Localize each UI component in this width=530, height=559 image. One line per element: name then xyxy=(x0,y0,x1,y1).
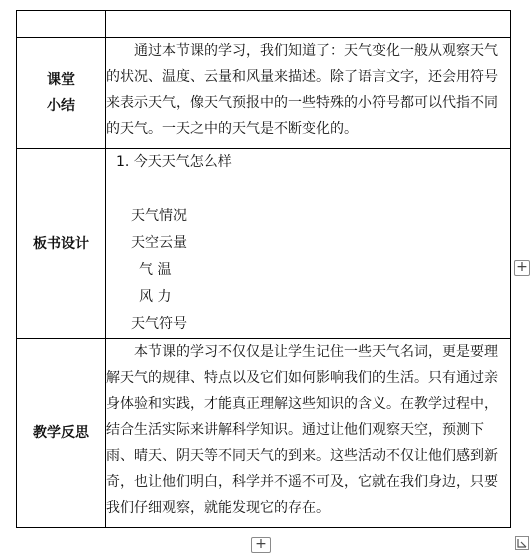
table-row-top xyxy=(17,11,511,38)
lesson-plan-table xyxy=(16,10,511,528)
summary-label-line-2: 小结 xyxy=(47,98,75,114)
add-row-button[interactable]: + xyxy=(251,537,271,553)
board-line-2: 天空云量 xyxy=(131,235,187,251)
table-row-reflection xyxy=(17,339,511,528)
table-cell-top-label[interactable] xyxy=(17,11,106,38)
summary-label-line-1: 课堂 xyxy=(47,72,75,88)
reflection-content-cell[interactable] xyxy=(106,339,511,528)
summary-label-cell[interactable] xyxy=(17,38,106,149)
board-line-3: 气 温 xyxy=(139,262,172,278)
table-row-board xyxy=(17,149,511,339)
board-content-cell[interactable] xyxy=(106,149,511,339)
board-line-1: 天气情况 xyxy=(131,208,187,224)
summary-content-cell[interactable] xyxy=(106,38,511,149)
board-blank-line xyxy=(106,176,510,203)
board-line-5: 天气符号 xyxy=(131,316,187,332)
add-column-button[interactable]: + xyxy=(514,260,530,276)
table-cell-top-content[interactable] xyxy=(106,11,511,38)
summary-text: 通过本节课的学习，我们知道了：天气变化一般从观察天气的状况、温度、云量和风量来描述。除了语言文字，还会用符号来表示天气，像天气预报中的一些特殊的小符号都可以代指不同的天气。一天之中的天气是不断变化的。 xyxy=(106,43,498,137)
board-list-item: 1. 今天天气怎么样 xyxy=(116,154,232,170)
reflection-text: 本节课的学习不仅仅是让学生记住一些天气名词，更是要理解天气的规律、特点以及它们如何影响我们的生活。只有通过亲身体验和实践，才能真正理解这些知识的含义。在教学过程中，结合生活实际来讲解科学知识。通过让他们观察天空，预测下雨、晴天、阴天等不同天气的到来。这些活动不仅让他们感到新奇，也让他们明白，科学并不遥不可及，它就在我们身边，只要我们仔细观察，就能发现它的存在。 xyxy=(106,344,498,516)
board-label-cell[interactable]: 板书设计 xyxy=(17,149,106,339)
board-line-4: 风 力 xyxy=(139,289,172,305)
table-resize-icon[interactable] xyxy=(515,536,529,550)
reflection-label-cell[interactable]: 教学反思 xyxy=(17,339,106,528)
table-row-summary xyxy=(17,38,511,149)
